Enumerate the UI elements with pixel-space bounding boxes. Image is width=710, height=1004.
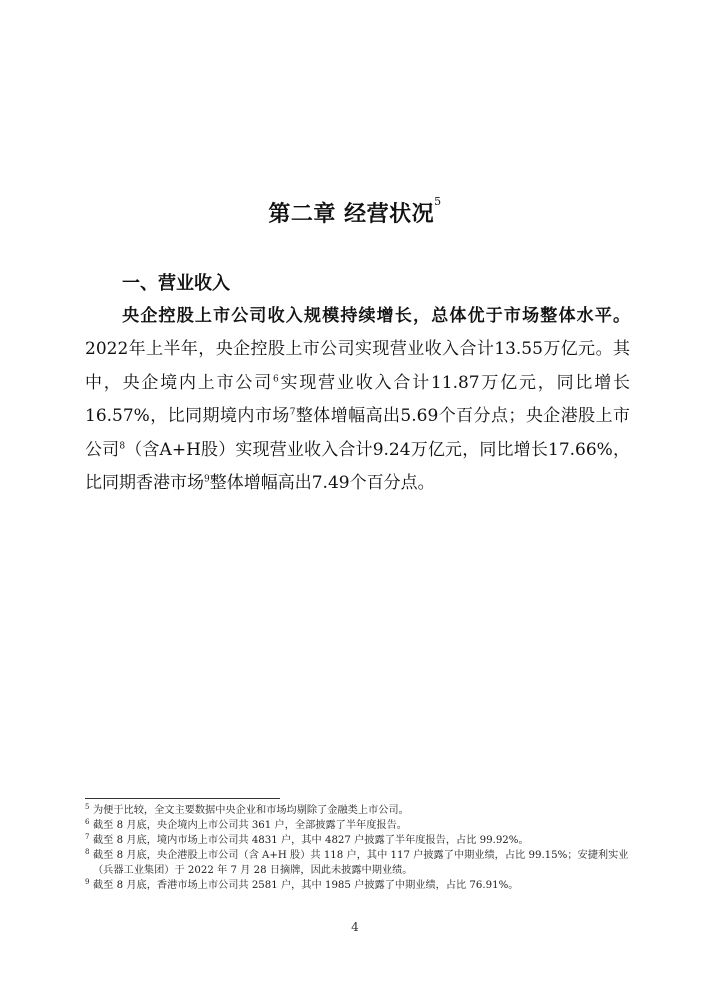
footnote-text: 截至 8 月底，境内市场上市公司共 4831 户，其中 4827 户披露了半年度报告，占比 99.92%。 (93, 835, 529, 846)
footnote-mark: 9 (85, 878, 90, 886)
footnote-mark: 6 (85, 818, 90, 826)
footnote-ref-9[interactable]: 9 (204, 474, 210, 485)
footnote-mark: 5 (85, 803, 90, 811)
footnote-7 (85, 833, 630, 848)
body-paragraph (85, 300, 630, 500)
footnote-9 (85, 878, 630, 893)
footnote-ref-8[interactable]: 8 (119, 440, 126, 451)
footnote-ref-6[interactable]: 6 (273, 374, 279, 385)
footnote-6 (85, 818, 630, 833)
footnotes (85, 803, 630, 893)
footnote-8 (85, 848, 630, 878)
footnote-ref-7[interactable]: 7 (289, 407, 296, 418)
footnote-5 (85, 803, 630, 818)
footnote-divider (85, 798, 280, 799)
footnote-text: 为便于比较，全文主要数据中央企业和市场均剔除了金融类上市公司。 (93, 805, 409, 816)
footnote-text: 截至 8 月底，央企境内上市公司共 361 户，全部披露了半年度报告。 (93, 820, 407, 831)
section-heading: 一、营业收入 (122, 273, 230, 294)
footnote-text: 截至 8 月底，央企港股上市公司（含 A+H 股）共 118 户，其中 117 户披露了中期业绩，占比 99.15%；安捷利实业（兵器工业集团）于 2022 年 7 月 28 日摘牌，因此未披露中期业绩。 (93, 850, 629, 876)
chapter-title (0, 197, 710, 228)
page-number: 4 (351, 920, 359, 934)
paragraph-lead: 央企控股上市公司收入规模持续增长，总体优于市场整体水平。 (121, 306, 630, 326)
paragraph-text-3: 整体增幅高出5.69个百分点；央企港股上市公司 (85, 406, 630, 460)
footnote-mark: 7 (85, 833, 90, 841)
chapter-title-text: 第二章 经营状况 (268, 201, 435, 227)
paragraph-text-1: 2022年上半年，央企控股上市公司实现营业收入合计13.55万亿元。其中，央企境内上市公司 (85, 339, 630, 393)
paragraph-text-4: （含A+H股）实现营业收入合计9.24万亿元，同比增长17.66%，比同期香港市场 (85, 439, 630, 494)
paragraph-text-2: 实现营业收入合计11.87万亿元，同比增长16.57%，比同期境内市场 (85, 372, 630, 427)
footnote-mark: 8 (85, 848, 90, 856)
footnote-text: 截至 8 月底，香港市场上市公司共 2581 户，其中 1985 户披露了中期业绩，占比 76.91%。 (93, 880, 519, 891)
footnote-ref-5[interactable]: 5 (434, 195, 442, 208)
paragraph-text-5: 整体增幅高出7.49个百分点。 (209, 473, 435, 494)
